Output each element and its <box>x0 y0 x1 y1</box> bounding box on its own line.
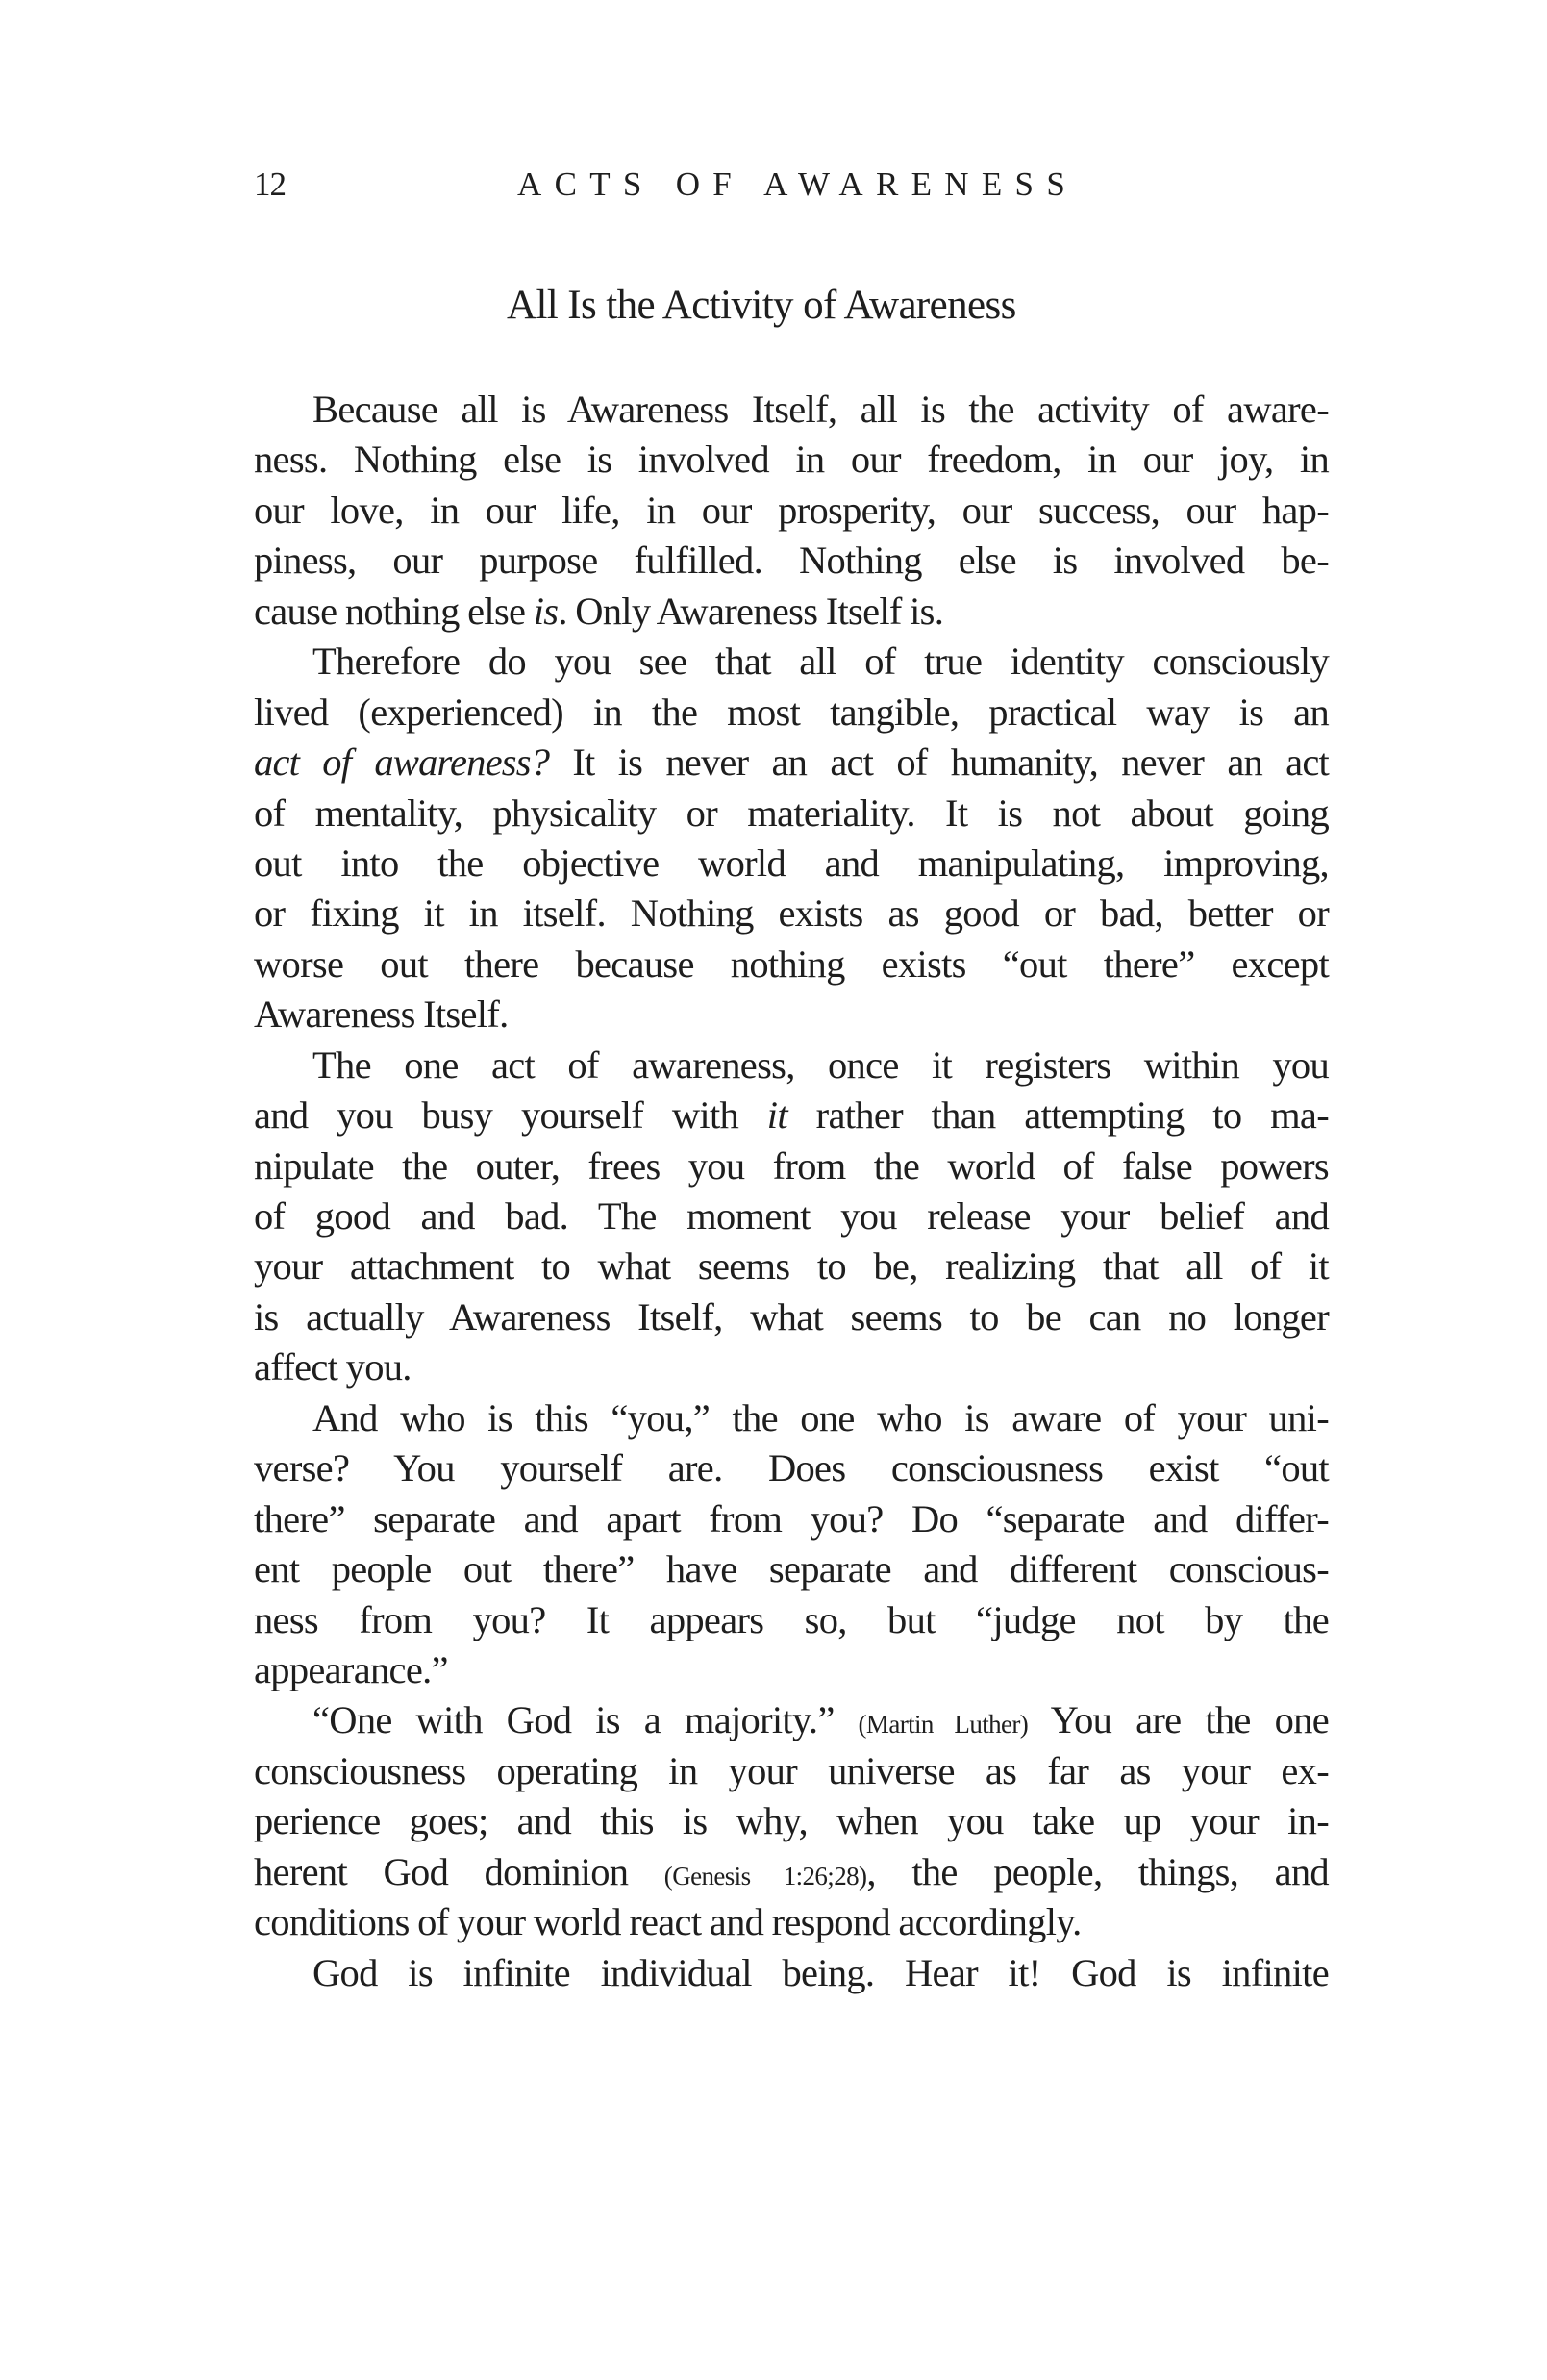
text-line <box>254 1141 1329 1191</box>
text-line <box>254 688 1329 738</box>
body-text-segment: of mentality, physicality or materiality. It is not about going <box>254 790 1329 835</box>
body-text-segment: Because all is Awareness Itself, all is the activity of aware- <box>312 388 1329 431</box>
body-text-segment: conditions of your world react and respond accordingly. <box>254 1900 1082 1944</box>
body-text-segment: consciousness operating in your universe as far as your ex- <box>254 1748 1329 1792</box>
body-text-segment: Therefore do you see that all of true identity consciously <box>312 639 1329 684</box>
text-line <box>254 1595 1329 1645</box>
body-text-segment: herent God dominion <box>254 1849 664 1893</box>
text-line <box>254 1544 1329 1594</box>
body-text-segment: of good and bad. The moment you release your belief and <box>254 1194 1329 1238</box>
body-text-segment: nipulate the outer, frees you from the world of false powers <box>254 1143 1329 1188</box>
text-line <box>254 486 1329 536</box>
body-text-segment: It is never an act of humanity, never an act <box>549 740 1329 785</box>
paragraph <box>254 1393 1329 1696</box>
body-text-segment: affect you. <box>254 1345 412 1390</box>
body-text <box>254 385 1329 1998</box>
body-text-segment: ent people out there” have separate and different conscious- <box>254 1547 1329 1591</box>
text-line <box>254 1040 1329 1090</box>
body-text-segment: ness. Nothing else is involved in our freedom, in our joy, in <box>254 438 1329 482</box>
body-text-segment: Awareness Itself. <box>254 992 509 1037</box>
body-text-segment: your attachment to what seems to be, realizing that all of it <box>254 1244 1329 1289</box>
paragraph <box>254 637 1329 1040</box>
body-text-segment: rather than attempting to ma- <box>786 1093 1329 1138</box>
body-text-segment: or fixing it in itself. Nothing exists as good or bad, better or <box>254 891 1329 936</box>
body-text-segment: and you busy yourself with <box>254 1093 767 1138</box>
running-head-title: ACTS OF AWARENESS <box>517 165 1079 203</box>
body-text-segment: appearance.” <box>254 1647 448 1691</box>
body-text-segment: “One with God is a majority.” <box>312 1698 859 1742</box>
body-text-segment: there” separate and apart from you? Do “separate and differ- <box>254 1496 1329 1541</box>
body-text-segment: You are the one <box>1028 1698 1329 1742</box>
text-line <box>254 1847 1329 1897</box>
body-text-segment: God is infinite individual being. Hear it! God is infinite <box>312 1950 1329 1994</box>
text-line <box>254 1494 1329 1544</box>
section-title: All Is the Activity of Awareness <box>507 283 1016 328</box>
page-number: 12 <box>254 165 286 203</box>
citation-text: (Martin Luther) <box>858 1710 1029 1740</box>
body-text-segment: verse? You yourself are. Does consciousness exist “out <box>254 1446 1329 1491</box>
text-line <box>254 435 1329 485</box>
text-line <box>254 1695 1329 1745</box>
paragraph <box>254 1040 1329 1393</box>
text-line <box>254 1796 1329 1846</box>
citation-text: (Genesis 1:26;28) <box>663 1861 867 1891</box>
emphasis-text: is <box>533 589 559 633</box>
text-line <box>254 1241 1329 1291</box>
text-line <box>254 789 1329 839</box>
text-line <box>254 637 1329 687</box>
body-text-segment: And who is this “you,” the one who is aware of your uni- <box>312 1395 1329 1440</box>
text-line <box>254 536 1329 586</box>
text-line <box>254 1292 1329 1342</box>
running-head <box>254 163 1331 206</box>
text-line <box>254 939 1329 990</box>
text-line <box>254 738 1329 788</box>
body-text-segment: cause nothing else <box>254 589 534 633</box>
paragraph <box>254 1948 1329 1998</box>
body-text-segment: our love, in our life, in our prosperity, our success, our hap- <box>254 488 1329 532</box>
text-line <box>254 1746 1329 1796</box>
body-text-segment: piness, our purpose fulfilled. Nothing else is involved be- <box>254 539 1329 583</box>
text-line <box>254 587 1329 637</box>
text-line <box>254 839 1329 889</box>
text-line <box>254 1645 1329 1695</box>
body-text-segment: out into the objective world and manipulating, improving, <box>254 840 1329 885</box>
text-line <box>254 990 1329 1040</box>
body-text-segment: perience goes; and this is why, when you take up your in- <box>254 1799 1329 1843</box>
body-text-segment: lived (experienced) in the most tangible, practical way is an <box>254 689 1329 734</box>
text-line <box>254 889 1329 939</box>
emphasis-text: act of awareness? <box>254 740 550 785</box>
text-line <box>254 1191 1329 1241</box>
body-text-segment: is actually Awareness Itself, what seems to be can no longer <box>254 1294 1329 1339</box>
body-text-segment: , the people, things, and <box>866 1849 1329 1893</box>
text-line <box>254 1948 1329 1998</box>
paragraph <box>254 385 1329 637</box>
text-line <box>254 1090 1329 1140</box>
body-text-segment: ness from you? It appears so, but “judge not by the <box>254 1597 1329 1641</box>
paragraph <box>254 1695 1329 1947</box>
body-text-segment: . Only Awareness Itself is. <box>558 589 944 633</box>
text-line <box>254 1443 1329 1493</box>
text-line <box>254 1897 1329 1947</box>
text-line <box>254 1393 1329 1443</box>
emphasis-text: it <box>766 1093 787 1138</box>
text-line <box>254 1342 1329 1392</box>
body-text-segment: worse out there because nothing exists “out there” except <box>254 941 1329 986</box>
text-line <box>254 385 1329 435</box>
body-text-segment: The one act of awareness, once it registers within you <box>312 1042 1329 1087</box>
